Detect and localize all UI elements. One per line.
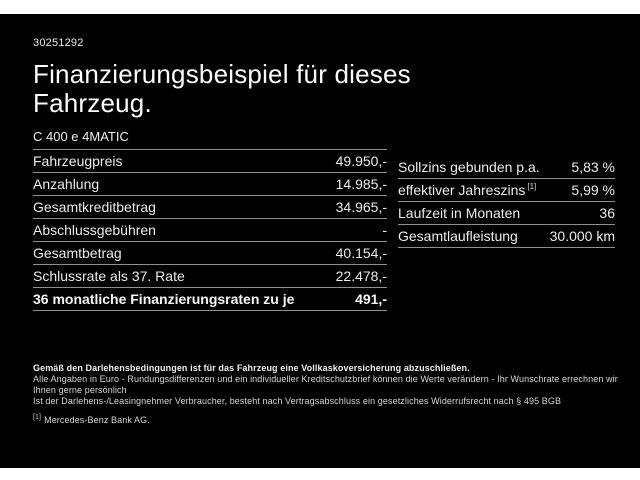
row-label: Sollzins gebunden p.a. bbox=[398, 159, 540, 175]
footnote-marker: [1] bbox=[527, 182, 537, 192]
table-row bbox=[398, 156, 615, 179]
row-label: Anzahlung bbox=[33, 176, 100, 192]
row-value: 22.478,- bbox=[335, 268, 387, 284]
row-value: - bbox=[382, 222, 387, 238]
page-title: Finanzierungsbeispiel für dieses Fahrzeug. bbox=[33, 59, 411, 118]
footnote-marker: [1] bbox=[33, 414, 42, 421]
table-row bbox=[33, 242, 387, 265]
row-label: effektiver Jahreszins [1] bbox=[398, 182, 537, 198]
row-value: 34.965,- bbox=[335, 199, 387, 215]
row-label: Laufzeit in Monaten bbox=[398, 205, 521, 221]
doc-number: 30251292 bbox=[33, 37, 84, 49]
footer-disclaimer bbox=[33, 363, 620, 426]
table-row bbox=[398, 225, 615, 248]
row-value: 49.950,- bbox=[335, 153, 387, 169]
row-value: 40.154,- bbox=[335, 245, 387, 261]
table-row-monthly-rate bbox=[33, 288, 387, 311]
row-value: 491,- bbox=[355, 291, 387, 307]
footnote-text: Mercedes-Benz Bank AG. bbox=[44, 415, 150, 425]
table-row bbox=[33, 265, 387, 288]
table-row bbox=[33, 173, 387, 196]
row-label: 36 monatliche Finanzierungsraten zu je bbox=[33, 291, 295, 307]
finance-table-right bbox=[398, 129, 615, 248]
row-label: Gesamtkreditbetrag bbox=[33, 199, 156, 215]
disclaimer-line-insurance: Gemäß den Darlehensbedingungen ist für das Fahrzeug eine Vollkaskoversicherung abzuschließen. bbox=[33, 363, 470, 373]
table-row bbox=[398, 179, 615, 202]
row-label: Abschlussgebühren bbox=[33, 222, 156, 238]
table-row bbox=[33, 150, 387, 173]
finance-columns bbox=[33, 129, 615, 311]
row-value: 36 bbox=[599, 205, 615, 221]
footnote-bank bbox=[33, 412, 620, 426]
table-row bbox=[33, 219, 387, 242]
row-label: Fahrzeugpreis bbox=[33, 153, 123, 169]
row-label: Schlussrate als 37. Rate bbox=[33, 268, 185, 284]
table-row bbox=[33, 196, 387, 219]
disclaimer-line-widerruf: Ist der Darlehens-/Leasingnehmer Verbraucher, besteht nach Vertragsabschluss ein gesetzliches Widerrufsrecht nach § 495 BGB bbox=[33, 396, 562, 406]
finance-table-left bbox=[33, 129, 387, 311]
row-label: Gesamtlaufleistung bbox=[398, 228, 518, 244]
row-value: 5,99 % bbox=[571, 182, 615, 198]
row-value: 14.985,- bbox=[335, 176, 387, 192]
disclaimer-line-euro: Alle Angaben in Euro - Rundungsdifferenzen und ein individueller Kreditschutzbrief können die Werte verändern - Ihr Wunschrate errechnen wir Ihnen gerne persönlich bbox=[33, 374, 618, 395]
row-value: 30.000 km bbox=[549, 228, 615, 244]
table-row bbox=[398, 202, 615, 225]
row-label: Gesamtbetrag bbox=[33, 245, 122, 261]
row-value: 5,83 % bbox=[571, 159, 615, 175]
finance-example-page bbox=[0, 14, 640, 468]
vehicle-model: C 400 e 4MATIC bbox=[33, 129, 387, 150]
